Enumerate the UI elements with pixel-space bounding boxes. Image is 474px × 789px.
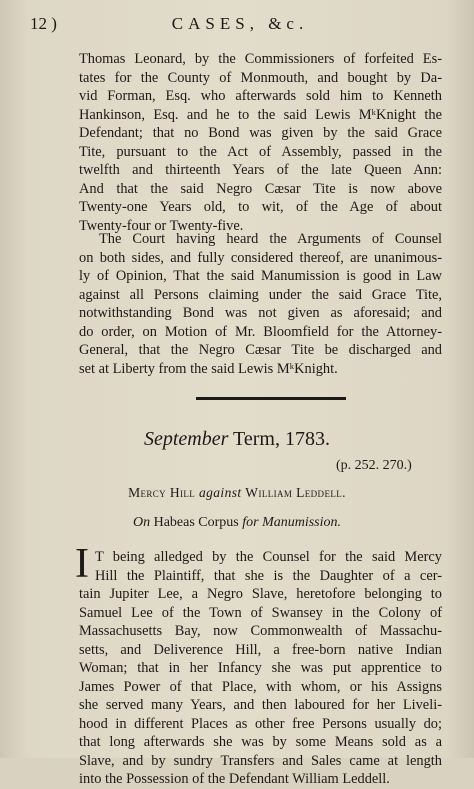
text-line: that long afterwards she was by some Means sold as a [79, 734, 442, 750]
text-line: Defendant; that no Bond was given by the said Grace [79, 125, 442, 141]
text-line: Massachusetts Bay, now Commonwealth of Massachu- [79, 623, 442, 639]
subject-suffix: for Manumission. [238, 515, 342, 530]
text-line: notwithstanding Bond was not given as aforesaid; and [79, 305, 442, 321]
text-line: tates for the County of Monmouth, and bought by Da- [79, 69, 442, 86]
text-line: against all Persons claiming under the said Grace Tite, [79, 286, 442, 303]
text-line: Woman; that in her Infancy she was put apprentice to [79, 660, 442, 676]
text-line: Samuel Lee of the Town of Swansey in the Colony of [79, 604, 442, 621]
section-divider [196, 397, 346, 400]
text-line: vid Forman, Esq. who afterwards sold him to Kenneth [79, 88, 442, 104]
page-reference: (p. 252. 270.) [336, 458, 412, 473]
text-line: T being alledged by the Counsel for the said Mercy [95, 549, 442, 565]
paragraph-court-ruling [79, 230, 442, 378]
text-line: General, that the Negro Cæsar Tite be discharged and [79, 342, 442, 358]
text-line: ly of Opinion, That the said Manumission is good in Law [79, 268, 442, 284]
against-word: against [195, 485, 246, 500]
subject-writ: Habeas Corpus [153, 515, 239, 530]
text-line: do order, on Motion of Mr. Bloomfield for the Attorney- [79, 323, 442, 340]
text-line: Hankinson, Esq. and he to the said Lewis MᵏKnight the [79, 106, 442, 123]
text-line: into the Possession of the Defendant William Leddell. [79, 771, 390, 787]
page-header [30, 14, 450, 38]
text-line: twelfth and thirteenth Years of the late Queen Ann: [79, 162, 442, 178]
text-line: Tite, pursuant to the Act of Assembly, passed in the [79, 143, 442, 160]
case-subject [0, 515, 474, 531]
subject-prefix: On [132, 515, 154, 530]
text-line: Twenty-four or Twenty-five. [79, 217, 244, 234]
paragraph-continuation [79, 50, 442, 235]
defendant-name: William Leddell. [245, 485, 346, 500]
paragraph-allegation [79, 548, 442, 789]
text-line: on both sides, and fully considered thereof, are unanimous- [79, 249, 442, 266]
drop-cap: I [75, 541, 89, 587]
text-line: set at Liberty from the said Lewis MᵏKnight. [79, 360, 338, 377]
text-line: Hill the Plaintiff, that she is the Daughter of a cer- [95, 567, 442, 584]
text-line: The Court having heard the Arguments of Counsel [99, 231, 442, 247]
text-line: And that the said Negro Cæsar Tite is now above [79, 180, 442, 197]
text-line: setts, and Deliverence Hill, a free-born native Indian [79, 641, 442, 658]
term-month: September [144, 428, 229, 450]
term-heading [0, 428, 474, 451]
page-number: 12 ) [30, 14, 57, 33]
text-line: she served many Years, and then laboured for her Liveli- [79, 697, 442, 713]
plaintiff-name: Mercy Hill [128, 485, 196, 500]
text-line: Slave, and by sundry Transfers and Sales came at length [79, 752, 442, 769]
text-line: tain Jupiter Lee, a Negro Slave, heretofore belonging to [79, 586, 442, 602]
text-line: Twenty-one Years old, to wit, of the Age of about [79, 199, 442, 215]
text-line: James Power of that Place, with whom, or his Assigns [79, 678, 442, 695]
term-year: Term, 1783. [228, 428, 330, 450]
text-line: hood in different Places as other free Persons usually do; [79, 715, 442, 732]
case-title [0, 485, 474, 501]
text-line: Thomas Leonard, by the Commissioners of forfeited Es- [79, 51, 442, 67]
running-head: CASES, &c. [171, 14, 309, 33]
